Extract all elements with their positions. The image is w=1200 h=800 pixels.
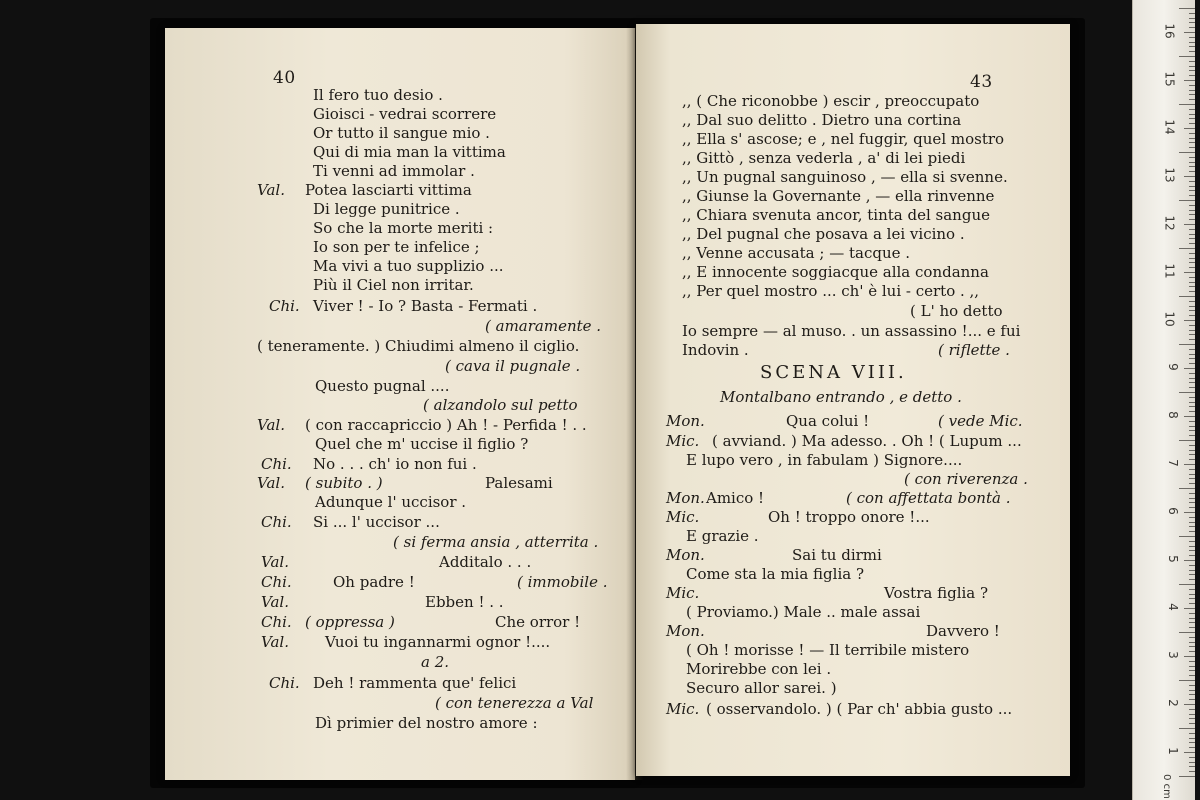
ruler-tick [1184,368,1195,369]
ruler-tick [1189,147,1195,148]
ruler-tick [1189,51,1195,52]
ruler-tick [1189,498,1195,499]
ruler-tick [1189,478,1195,479]
ruler-tick [1184,704,1195,705]
ruler-tick [1189,70,1195,71]
ruler-tick [1189,445,1195,446]
ruler-tick [1184,128,1195,129]
speaker-label: Chi. [261,613,292,631]
text-line: Come sta la mia figlia ? [686,565,865,583]
ruler-tick [1189,358,1195,359]
ruler-tick [1189,426,1195,427]
ruler-tick [1184,752,1195,753]
stage-direction: ( con riverenza . [904,470,1028,488]
ruler-tick [1179,104,1195,105]
ruler-tick [1189,234,1195,235]
ruler-tick [1189,613,1195,614]
text-line: Ti venni ad immolar . [313,162,475,180]
text-line: ( L' ho detto [910,302,1003,320]
ruler-number: 3 [1166,651,1181,659]
ruler-tick [1189,195,1195,196]
ruler-tick [1189,421,1195,422]
text-line: Quel che m' uccise il figlio ? [315,435,529,453]
ruler-tick [1189,531,1195,532]
ruler-tick [1189,387,1195,388]
speaker-label: Mon. [666,489,705,507]
ruler-number: 11 [1162,263,1177,279]
ruler-tick [1179,152,1195,153]
stage-direction: Montalbano entrando , e detto . [720,388,962,406]
ruler-tick [1179,296,1195,297]
ruler-tick [1184,560,1195,561]
ruler-tick [1189,522,1195,523]
ruler-tick [1189,483,1195,484]
ruler-tick [1184,416,1195,417]
speaker-label: Chi. [269,297,300,315]
stage-direction: ( immobile . [517,573,608,591]
stage-direction: ( cava il pugnale . [445,357,581,375]
speaker-label: Val. [261,633,289,651]
text-line: ,, Gittò , senza vederla , a' di lei piedi [682,149,966,167]
text-line: Che orror ! [495,613,581,631]
ruler-tick [1189,474,1195,475]
ruler-tick [1189,373,1195,374]
ruler-tick [1189,286,1195,287]
ruler-number: 2 [1166,699,1181,707]
ruler-tick [1189,243,1195,244]
speaker-label: Chi. [261,455,292,473]
ruler-tick [1189,598,1195,599]
ruler-tick [1189,306,1195,307]
speaker-label: Mon. [666,622,705,640]
ruler-tick [1189,253,1195,254]
ruler-tick [1189,723,1195,724]
speaker-label: Mic. [666,432,700,450]
ruler-tick [1189,637,1195,638]
ruler-number: 13 [1162,167,1177,183]
ruler-tick [1189,378,1195,379]
ruler-tick [1184,224,1195,225]
ruler-tick [1189,354,1195,355]
stage-direction: ( amaramente . [485,317,602,335]
ruler-tick [1184,656,1195,657]
text-line: ,, Giunse la Governante , — ella rinvenne [682,187,995,205]
ruler-tick [1189,291,1195,292]
ruler-tick [1189,94,1195,95]
ruler-tick [1184,464,1195,465]
ruler-tick [1189,642,1195,643]
ruler-tick [1189,27,1195,28]
ruler-tick [1189,762,1195,763]
ruler-tick [1179,200,1195,201]
text-line: Oh ! troppo onore !... [768,508,930,526]
ruler-number: 7 [1166,459,1181,467]
ruler-tick [1189,171,1195,172]
ruler-tick [1189,238,1195,239]
ruler-tick [1189,709,1195,710]
ruler-tick [1189,382,1195,383]
ruler-tick [1189,75,1195,76]
ruler-tick [1189,402,1195,403]
ruler-tick [1189,670,1195,671]
text-line: Oh padre ! [333,573,415,591]
text-line: ,, Dal suo delitto . Dietro una cortina [682,111,962,129]
ruler-tick [1189,301,1195,302]
text-line: So che la morte meriti : [313,219,494,237]
ruler-tick [1189,685,1195,686]
ruler-tick [1189,526,1195,527]
ruler-tick [1189,123,1195,124]
ruler-tick [1189,618,1195,619]
ruler-tick [1189,339,1195,340]
ruler-number: 8 [1166,411,1181,419]
ruler-tick [1189,118,1195,119]
ruler-tick [1189,282,1195,283]
speaker-label: Val. [261,553,289,571]
ruler-tick [1189,214,1195,215]
ruler-tick [1179,248,1195,249]
ruler-tick [1189,114,1195,115]
ruler-tick [1189,190,1195,191]
ruler-tick [1189,469,1195,470]
stage-direction: ( riflette . [938,341,1010,359]
stage-direction: ( si ferma ansia , atterrita . [393,533,599,551]
text-line: ( avviand. ) Ma adesso. . Oh ! ( Lupum ... [712,432,1022,450]
ruler-tick [1189,99,1195,100]
stage-direction: ( con tenerezza a Val [435,694,594,712]
text-line: Di legge punitrice . [313,200,460,218]
text-line: Gioisci - vedrai scorrere [313,105,497,123]
stage-direction: ( vede Mic. [938,412,1023,430]
ruler-tick [1189,66,1195,67]
text-line: ,, ( Che riconobbe ) escir , preoccupato [682,92,980,110]
ruler-tick [1189,13,1195,14]
ruler-tick [1189,651,1195,652]
ruler-tick [1189,747,1195,748]
ruler-tick [1179,392,1195,393]
stage-direction: ( oppressa ) [305,613,395,631]
text-line: ( con raccapriccio ) Ah ! - Perfida ! . . [305,416,587,434]
ruler-tick [1189,603,1195,604]
left-page-number: 40 [273,68,296,88]
ruler-tick [1184,608,1195,609]
text-line: Davvero ! [926,622,1000,640]
speaker-label: Chi. [261,573,292,591]
ruler-tick [1189,718,1195,719]
ruler-tick [1189,589,1195,590]
ruler-tick [1189,210,1195,211]
text-line: Additalo . . . [439,553,532,571]
text-line: Dì primier del nostro amore : [315,714,538,732]
stage-direction: a 2. [421,653,450,671]
ruler-tick [1189,690,1195,691]
ruler-tick [1189,219,1195,220]
text-line: Vuoi tu ingannarmi ognor !.... [325,633,551,651]
ruler-tick [1189,459,1195,460]
text-line: ( Proviamo.) Male .. male assai [686,603,921,621]
ruler-tick [1189,330,1195,331]
ruler-number: 9 [1166,363,1181,371]
text-line: Si ... l' uccisor ... [313,513,440,531]
ruler-tick [1189,546,1195,547]
ruler-tick [1179,680,1195,681]
stage-direction: ( subito . ) [305,474,383,492]
ruler-number: 4 [1166,603,1181,611]
text-line: Ma vivi a tuo supplizio ... [313,257,504,275]
ruler-tick [1189,406,1195,407]
ruler-tick [1189,507,1195,508]
stage-direction: ( con affettata bontà . [846,489,1011,507]
ruler-tick [1189,771,1195,772]
right-page-number: 43 [970,72,993,92]
measuring-ruler [1132,0,1195,800]
ruler-tick [1189,565,1195,566]
ruler-tick [1189,258,1195,259]
ruler-number: 6 [1166,507,1181,515]
left-page [165,28,635,780]
speaker-label: Mon. [666,546,705,564]
right-page [636,24,1070,776]
ruler-tick [1189,157,1195,158]
ruler-number: 5 [1166,555,1181,563]
text-line: Qua colui ! [786,412,870,430]
ruler-tick [1179,440,1195,441]
ruler-tick [1189,262,1195,263]
text-line: ,, Ella s' ascose; e , nel fuggir, quel mostro [682,130,1005,148]
speaker-label: Val. [257,474,285,492]
text-line: Amico ! [706,489,765,507]
ruler-tick [1189,310,1195,311]
ruler-tick [1179,776,1195,777]
ruler-tick [1189,738,1195,739]
text-line: ( osservandolo. ) ( Par ch' abbia gusto ... [706,700,1013,718]
ruler-tick [1189,334,1195,335]
ruler-number: 15 [1162,71,1177,87]
speaker-label: Val. [257,416,285,434]
text-line: ,, Un pugnal sanguinoso , — ella si svenne. [682,168,1008,186]
text-line: Potea lasciarti vittima [305,181,472,199]
speaker-label: Chi. [269,674,300,692]
ruler-tick [1189,18,1195,19]
speaker-label: Mic. [666,700,700,718]
ruler-tick [1189,733,1195,734]
text-line: Palesami [485,474,553,492]
text-line: ,, E innocente soggiacque alla condanna [682,263,989,281]
ruler-unit-label: 0 cm [1161,774,1173,799]
text-line: ( teneramente. ) Chiudimi almeno il ciglio. [257,337,580,355]
text-line: Securo allor sarei. ) [686,679,837,697]
ruler-tick [1184,320,1195,321]
ruler-tick [1189,579,1195,580]
text-line: ,, Per quel mostro ... ch' è lui - certo . ,, [682,282,980,300]
ruler-tick [1189,267,1195,268]
text-line: E grazie . [686,527,759,545]
text-line: Io sempre — al muso. . un assassino !... e fui [682,322,1021,340]
ruler-tick [1189,666,1195,667]
text-line: ( Oh ! morisse ! — Il terribile mistero [686,641,970,659]
ruler-tick [1189,622,1195,623]
text-line: No . . . ch' io non fui . [313,455,477,473]
ruler-tick [1179,632,1195,633]
text-line: Ebben ! . . [425,593,504,611]
speaker-label: Chi. [261,513,292,531]
ruler-number: 10 [1162,311,1177,327]
ruler-tick [1184,80,1195,81]
text-line: Indovin . [682,341,749,359]
ruler-tick [1189,594,1195,595]
ruler-tick [1189,363,1195,364]
ruler-tick [1189,61,1195,62]
ruler-tick [1189,325,1195,326]
text-line: ,, Venne accusata ; — tacque . [682,244,911,262]
ruler-number: 12 [1162,215,1177,231]
ruler-tick [1189,675,1195,676]
ruler-tick [1184,272,1195,273]
ruler-tick [1189,502,1195,503]
text-line: Adunque l' uccisor . [315,493,467,511]
ruler-tick [1189,699,1195,700]
ruler-tick [1189,541,1195,542]
ruler-tick [1189,22,1195,23]
ruler-tick [1189,397,1195,398]
ruler-tick [1189,166,1195,167]
ruler-tick [1184,512,1195,513]
speaker-label: Mic. [666,508,700,526]
text-line: Io son per te infelice ; [313,238,480,256]
ruler-tick [1189,450,1195,451]
ruler-tick [1189,138,1195,139]
ruler-tick [1189,435,1195,436]
text-line: Qui di mia man la vittima [313,143,506,161]
ruler-tick [1189,42,1195,43]
text-line: Viver ! - Io ? Basta - Fermati . [313,297,538,315]
ruler-tick [1189,550,1195,551]
speaker-label: Val. [257,181,285,199]
ruler-tick [1189,694,1195,695]
ruler-tick [1189,454,1195,455]
ruler-tick [1179,536,1195,537]
ruler-tick [1189,37,1195,38]
ruler-tick [1189,205,1195,206]
text-line: ,, Chiara svenuta ancor, tinta del sangue [682,206,990,224]
ruler-tick [1189,570,1195,571]
ruler-tick [1189,229,1195,230]
ruler-tick [1189,109,1195,110]
ruler-tick [1189,133,1195,134]
speaker-label: Val. [261,593,289,611]
speaker-label: Mic. [666,584,700,602]
ruler-tick [1189,766,1195,767]
ruler-tick [1189,85,1195,86]
text-line: Più il Ciel non irritar. [313,276,474,294]
ruler-tick [1179,728,1195,729]
ruler-tick [1189,517,1195,518]
text-line: Il fero tuo desio . [313,86,443,104]
text-line: Questo pugnal .... [315,377,450,395]
text-line: E lupo vero , in fabulam ) Signore.... [686,451,963,469]
ruler-number: 14 [1162,119,1177,135]
ruler-tick [1189,277,1195,278]
ruler-tick [1189,646,1195,647]
text-line: ,, Del pugnal che posava a lei vicino . [682,225,965,243]
ruler-number: 1 [1166,747,1181,755]
stage-direction: ( alzandolo sul petto [423,396,578,414]
ruler-tick [1189,714,1195,715]
text-line: Sai tu dirmi [792,546,882,564]
ruler-number: 16 [1162,23,1177,39]
ruler-tick [1179,488,1195,489]
ruler-tick [1189,90,1195,91]
ruler-tick [1189,46,1195,47]
ruler-tick [1189,142,1195,143]
text-line: Deh ! rammenta que' felici [313,674,517,692]
ruler-tick [1189,627,1195,628]
ruler-tick [1189,574,1195,575]
speaker-label: Mon. [666,412,705,430]
ruler-tick [1179,8,1195,9]
ruler-tick [1189,411,1195,412]
ruler-tick [1189,742,1195,743]
ruler-tick [1184,32,1195,33]
text-line: Or tutto il sangue mio . [313,124,490,142]
ruler-tick [1189,661,1195,662]
ruler-tick [1189,181,1195,182]
ruler-tick [1189,162,1195,163]
scene-heading: SCENA VIII. [760,362,907,383]
ruler-tick [1184,176,1195,177]
ruler-tick [1189,186,1195,187]
ruler-tick [1179,56,1195,57]
ruler-tick [1189,555,1195,556]
ruler-tick [1189,430,1195,431]
ruler-tick [1189,315,1195,316]
ruler-tick [1189,349,1195,350]
text-line: Morirebbe con lei . [686,660,832,678]
text-line: Vostra figlia ? [884,584,989,602]
ruler-tick [1189,493,1195,494]
ruler-tick [1189,757,1195,758]
ruler-tick [1179,344,1195,345]
ruler-tick [1179,584,1195,585]
